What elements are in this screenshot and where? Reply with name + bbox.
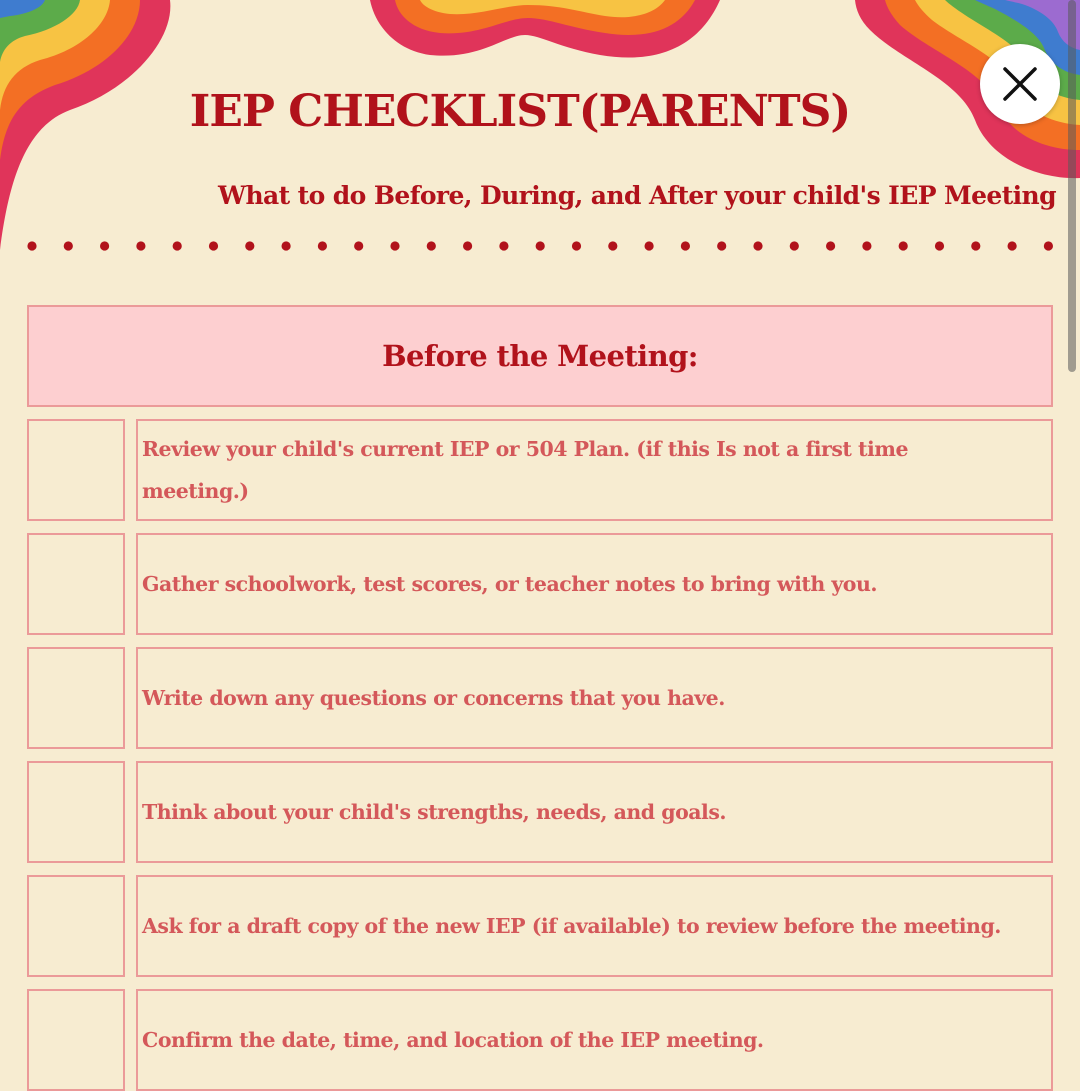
checklist-item (136, 647, 1053, 749)
checklist-item-text: Think about your child's strengths, needs, and goals. (142, 800, 727, 824)
divider-dot (209, 241, 218, 250)
divider-dot (862, 241, 871, 250)
divider-dot (608, 241, 617, 250)
checklist-item-text: Write down any questions or concerns that you have. (142, 686, 725, 710)
divider-dot (390, 241, 399, 250)
divider-dot (27, 241, 36, 250)
divider-dot (173, 241, 182, 250)
section-header (27, 305, 1053, 407)
checklist-checkbox[interactable] (27, 875, 125, 977)
section-heading: Before the Meeting: (382, 339, 698, 373)
divider-dot (717, 241, 726, 250)
checklist-item-text: Ask for a draft copy of the new IEP (if available) to review before the meeting. (142, 914, 1001, 938)
checklist-checkbox[interactable] (27, 647, 125, 749)
divider-dot (753, 241, 762, 250)
divider-dot (64, 241, 73, 250)
checklist-row (27, 989, 1053, 1091)
checklist-item-text: Confirm the date, time, and location of the IEP meeting. (142, 1028, 764, 1052)
checklist-row (27, 761, 1053, 863)
divider-dot (645, 241, 654, 250)
checklist-item (136, 533, 1053, 635)
checklist-checkbox[interactable] (27, 761, 125, 863)
divider-dot (935, 241, 944, 250)
divider-dot (1008, 241, 1017, 250)
checklist-checkbox[interactable] (27, 419, 125, 521)
page-title: IEP CHECKLIST(PARENTS) (189, 86, 851, 137)
checklist-row (27, 647, 1053, 749)
divider-dot (826, 241, 835, 250)
divider-dot (245, 241, 254, 250)
divider-dot (282, 241, 291, 250)
divider-dot (427, 241, 436, 250)
divider-dot (318, 241, 327, 250)
divider-dot (136, 241, 145, 250)
checklist-row (27, 419, 1053, 521)
close-button[interactable] (980, 44, 1060, 124)
checklist-item (136, 419, 1053, 521)
divider-dot (790, 241, 799, 250)
page-subtitle: What to do Before, During, and After your child's IEP Meeting (217, 181, 1056, 210)
checklist-item-text: Gather schoolwork, test scores, or teacher notes to bring with you. (142, 572, 878, 596)
checklist-row (27, 875, 1053, 977)
divider-dot (463, 241, 472, 250)
divider-dot (681, 241, 690, 250)
checklist-row (27, 533, 1053, 635)
divider-dot (354, 241, 363, 250)
scrollbar[interactable] (1068, 0, 1076, 372)
dotted-divider (0, 236, 1080, 256)
checklist-item (136, 989, 1053, 1091)
divider-dot (499, 241, 508, 250)
divider-dot (971, 241, 980, 250)
checklist-item (136, 875, 1053, 977)
checklist-item (136, 761, 1053, 863)
checklist-checkbox[interactable] (27, 533, 125, 635)
divider-dot (536, 241, 545, 250)
divider-dot (899, 241, 908, 250)
divider-dot (572, 241, 581, 250)
checklist-checkbox[interactable] (27, 989, 125, 1091)
close-icon (1000, 64, 1040, 104)
divider-dot (100, 241, 109, 250)
divider-dot (1044, 241, 1053, 250)
checklist-item-text: Review your child's current IEP or 504 Plan. (if this Is not a first time meeting.) (142, 437, 908, 503)
